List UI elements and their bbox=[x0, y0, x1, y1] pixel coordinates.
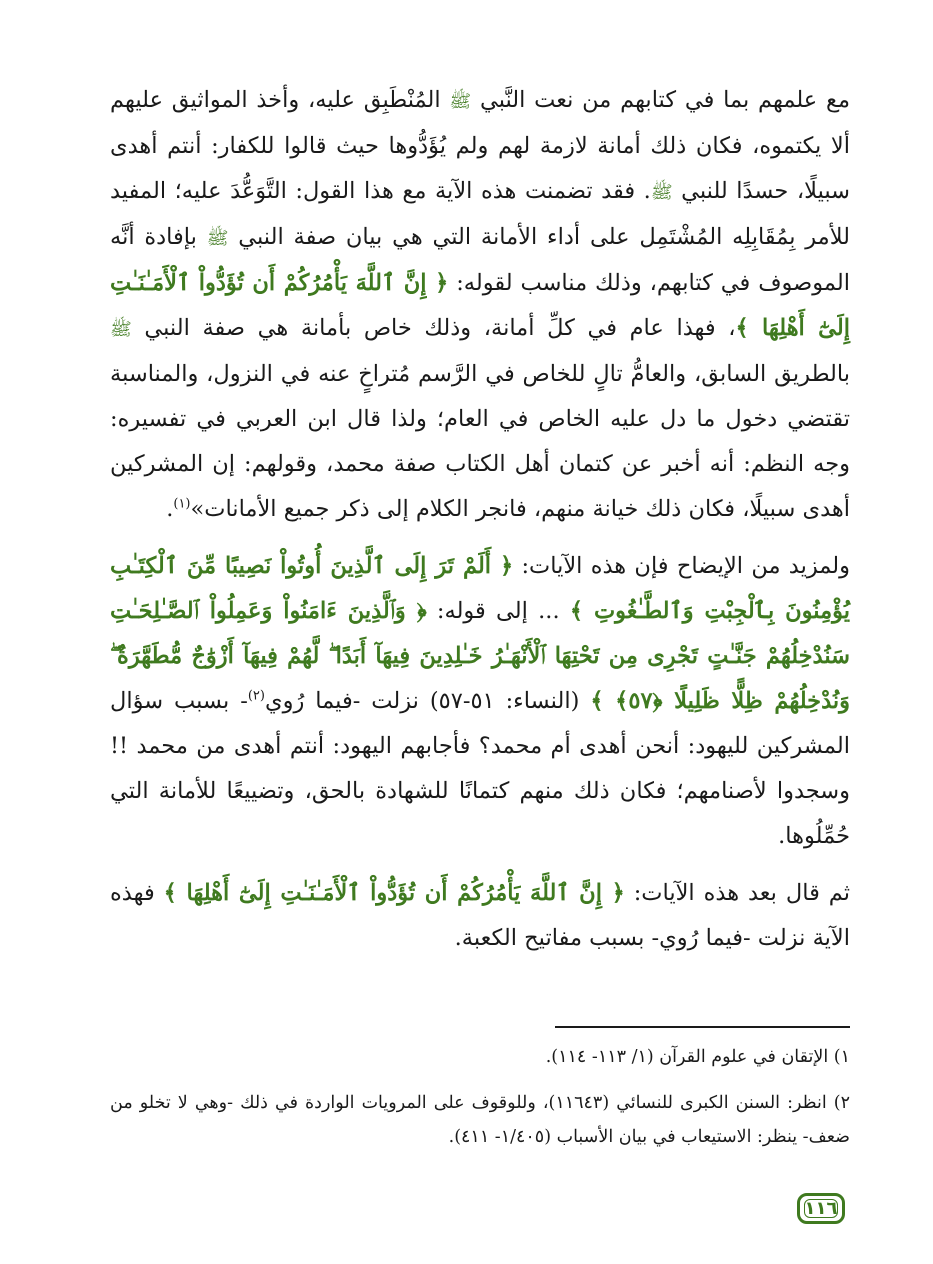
salutation-symbol: ﷺ bbox=[650, 182, 673, 203]
text-span: . bbox=[166, 496, 174, 522]
text-span: بالطريق السابق، والعامُّ تالٍ للخاص في الرَّسم مُتراخٍ عنه في النزول، والمناسبة تقتضي دخول ما دل عليه الخاص في العام؛ ولذا قال ابن العربي في تفسيره: وجه النظم: أنه أخبر عن كتمان أهل الكتاب صفة محمد، وقولهم: إن المشركين أهدى سبيلًا، فكان ذلك خيانة منهم، فانجر الكلام إلى ذكر جميع الأمانات» bbox=[110, 361, 850, 522]
text-span: فهذه الآية نزلت -فيما رُوي- بسبب مفاتيح الكعبة. bbox=[110, 880, 850, 951]
footnotes bbox=[110, 1040, 850, 1154]
text-span: ... إلى قوله: bbox=[436, 598, 560, 624]
text-span: ولمزيد من الإيضاح فإن هذه الآيات: bbox=[521, 553, 850, 579]
salutation-symbol: ﷺ bbox=[206, 228, 229, 249]
salutation-symbol: ﷺ bbox=[449, 91, 472, 112]
footnote-ref-1[interactable]: (١) bbox=[173, 496, 191, 512]
paragraph-3 bbox=[110, 871, 850, 961]
main-text bbox=[110, 78, 850, 961]
salutation-symbol: ﷺ bbox=[110, 319, 132, 340]
paragraph-2 bbox=[110, 544, 850, 859]
footnote-ref-2[interactable]: (٢) bbox=[247, 688, 265, 704]
paragraph-1 bbox=[110, 78, 850, 532]
text-span: مع علمهم بما في كتابهم من نعت النَّبي bbox=[479, 87, 851, 113]
text-span: ثم قال بعد هذه الآيات: bbox=[633, 880, 850, 906]
text-span: . فقد تضمنت هذه الآية مع هذا القول: التَّوَعُّدَ عليه؛ المفيد للأمر بِمُقَابِلِه المُشْتَمِل على أداء الأمانة التي هي بيان صفة النبي bbox=[110, 178, 851, 250]
text-span: - بسبب سؤال المشركين لليهود: أنحن أهدى أم محمد؟ فأجابهم اليهود: أنتم أهدى من محمد !! وسجدوا لأصنامهم؛ فكان ذلك منهم كتمانًا للشهادة بالحق، وتضييعًا للأمانة التي حُمِّلُوها. bbox=[110, 688, 850, 849]
footnote-1: ١) الإتقان في علوم القرآن (١/ ١١٣- ١١٤). bbox=[545, 1047, 850, 1067]
footnote-2: ٢) انظر: السنن الكبرى للنسائي (١١٦٤٣)، وللوقوف على المرويات الواردة في ذلك -وهي لا تخلو من ضعف- ينظر: الاستيعاب في بيان الأسباب (١/٤٠٥- ٤١١). bbox=[110, 1093, 850, 1147]
text-span: بإفادة أنَّه الموصوف في كتابهم، وذلك مناسب لقوله: bbox=[110, 224, 850, 296]
quran-verse: ﴿ إِنَّ ٱللَّهَ يَأْمُرُكُمْ أَن تُؤَدُّواْ ٱلْأَمَـٰنَـٰتِ إِلَىٰٓ أَهْلِهَا ﴾ bbox=[163, 880, 625, 906]
text-span: المُنْطَبِق عليه، وأخذ المواثيق عليهم ألا يكتموه، فكان ذلك أمانة لازمة لهم ولم يُؤَدُّوها حيث قالوا للكفار: أنتم أهدى سبيلًا، حسدًا للنبي bbox=[110, 87, 850, 204]
text-span: (النساء: ٥١-٥٧) نزلت -فيما رُوي bbox=[264, 688, 580, 714]
footnote-divider bbox=[555, 1026, 850, 1028]
page-number: ١١٦ bbox=[797, 1193, 845, 1224]
text-span: ، فهذا عام في كلِّ أمانة، وذلك خاص بأمانة هي صفة النبي bbox=[144, 315, 736, 341]
quran-verse: ﴿ وَٱلَّذِينَ ءَامَنُواْ وَعَمِلُواْ ٱلصَّـٰلِحَـٰتِ سَنُدْخِلُهُمْ جَنَّـٰتٍ تَجْرِى مِن تَحْتِهَا ٱلْأَنْهَـٰرُ خَـٰلِدِينَ فِيهَآ أَبَدًا ۖ لَّهُمْ فِيهَآ أَزْوَٰجٌ مُّطَهَّرَةٌ ۖ وَنُدْخِلُهُمْ ظِلًّا ظَلِيلًا ﴿٥٧﴾ ﴾ bbox=[110, 598, 851, 714]
quran-verse: ﴿ أَلَمْ تَرَ إِلَى ٱلَّذِينَ أُوتُواْ نَصِيبًا مِّنَ ٱلْكِتَـٰبِ يُؤْمِنُونَ بِٱلْجِبْتِ وَٱلطَّـٰغُوتِ ﴾ bbox=[110, 553, 851, 624]
quran-verse: ﴿ إِنَّ ٱللَّهَ يَأْمُرُكُمْ أَن تُؤَدُّواْ ٱلْأَمَـٰنَـٰتِ إِلَىٰٓ أَهْلِهَا ﴾ bbox=[110, 270, 850, 341]
